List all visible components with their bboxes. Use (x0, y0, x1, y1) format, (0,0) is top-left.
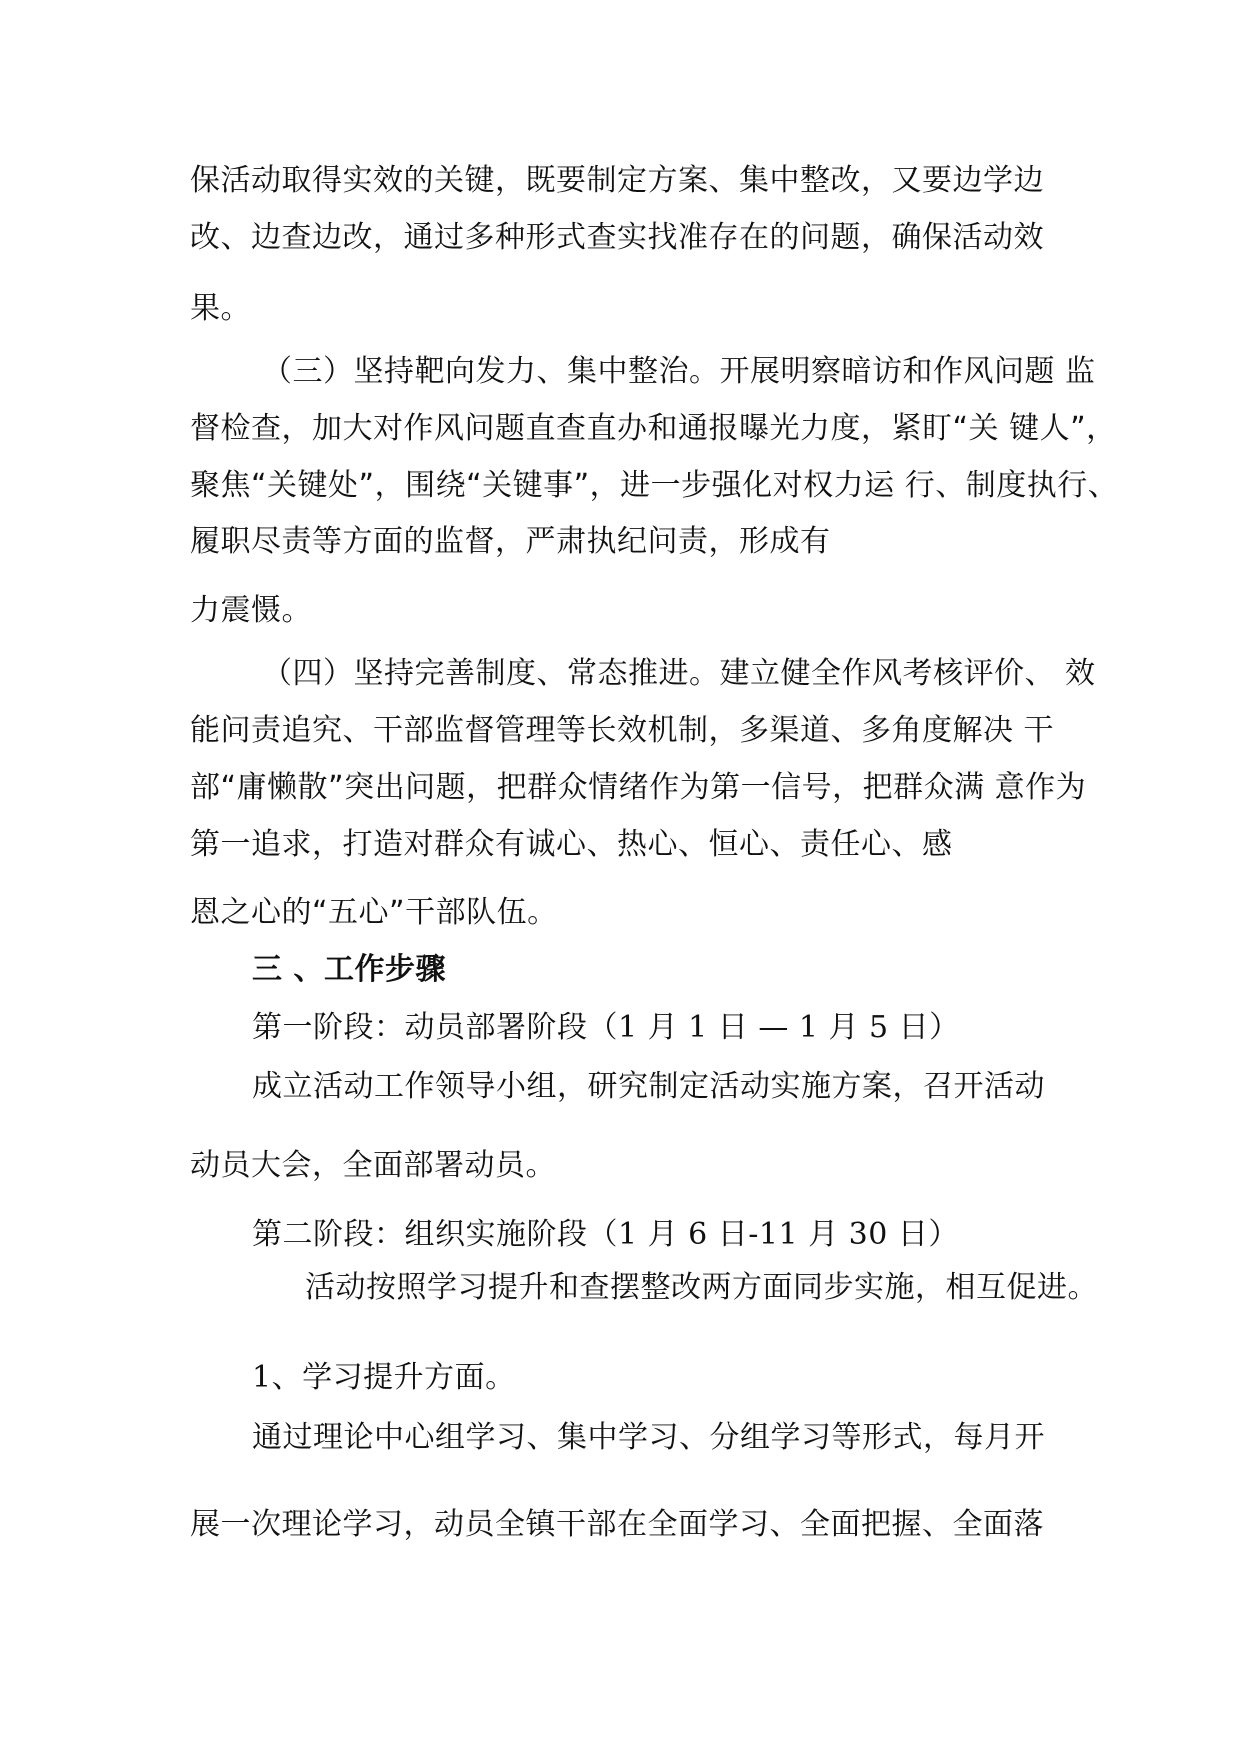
paragraph-line: 通过理论中心组学习、集中学习、分组学习等形式，每月开 (252, 1420, 1045, 1455)
paragraph-line: 能问责追究、干部监督管理等长效机制，多渠道、多角度解决 干 (190, 713, 1055, 748)
paragraph-line: 督检查，加大对作风问题直查直办和通报曝光力度，紧盯“关 键人”， (190, 411, 1117, 446)
paragraph-line: 力震慑。 (190, 593, 312, 628)
stage-heading-1: 第一阶段：动员部署阶段（1 月 1 日 — 1 月 5 日） (252, 1010, 960, 1045)
paragraph-line: 果。 (190, 291, 251, 326)
paragraph-line: 聚焦“关键处”，围绕“关键事”，进一步强化对权力运 行、制度执行、 (190, 468, 1119, 503)
paragraph-line: 保活动取得实效的关键，既要制定方案、集中整改，又要边学边 (190, 163, 1044, 198)
paragraph-line: 部“庸懒散”突出问题，把群众情绪作为第一信号，把群众满 意作为 (190, 770, 1087, 805)
paragraph-line: 成立活动工作领导小组，研究制定活动实施方案，召开活动 (252, 1069, 1045, 1104)
paragraph-line: 活动按照学习提升和查摆整改两方面同步实施，相互促进。 (305, 1270, 1098, 1305)
paragraph-line: 改、边查边改，通过多种形式查实找准存在的问题，确保活动效 (190, 220, 1044, 255)
paragraph-line: 履职尽责等方面的监督，严肃执纪问责，形成有 (190, 524, 831, 559)
paragraph-line: 第一追求，打造对群众有诚心、热心、恒心、责任心、感 (190, 827, 953, 862)
section-heading-4: （四）坚持完善制度、常态推进。建立健全作风考核评价、 效 (262, 656, 1096, 691)
subsection-heading: 1、学习提升方面。 (252, 1360, 516, 1395)
paragraph-line: 恩之心的“五心”干部队伍。 (190, 895, 558, 930)
paragraph-line: 动员大会，全面部署动员。 (190, 1148, 556, 1183)
chapter-heading: 三 、工作步骤 (252, 952, 446, 987)
paragraph-line: 展一次理论学习，动员全镇干部在全面学习、全面把握、全面落 (190, 1507, 1044, 1542)
section-heading-3: （三）坚持靶向发力、集中整治。开展明察暗访和作风问题 监 (262, 354, 1096, 389)
stage-heading-2: 第二阶段：组织实施阶段（1 月 6 日-11 月 30 日） (252, 1217, 959, 1252)
